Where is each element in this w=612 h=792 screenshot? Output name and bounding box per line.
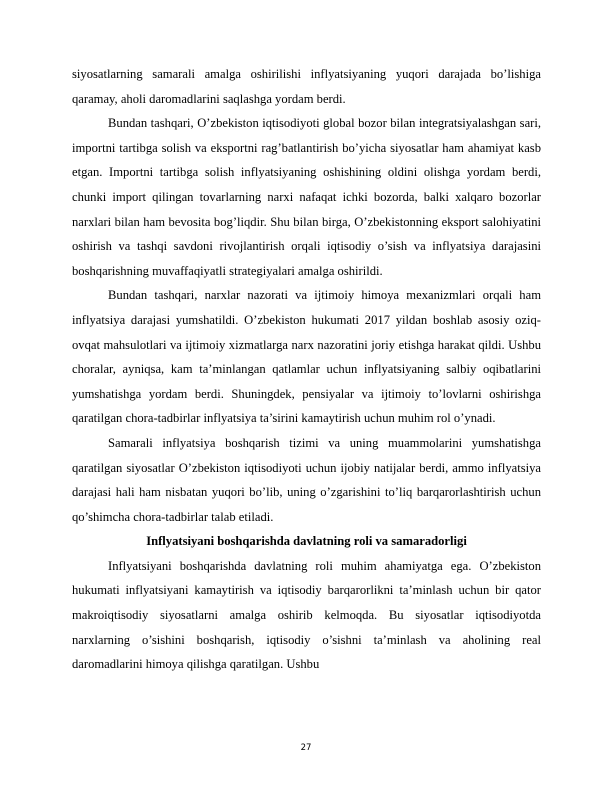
paragraph-5: Inflyatsiyani boshqarishda davlatning roli muhim ahamiyatga ega. O’zbekiston hukumati inflyatsiyani kamaytirish va iqtisodiy barqarorlikni ta’minlash uchun bir qator makroiqtisodiy siyosatlarni amalga oshirib kelmoqda. Bu siyosatlar iqtisodiyotda narxlarning o’sishini boshqarish, iqtisodiy o’sishni ta’minlash va aholining real daromadlarini himoya qilishga qaratilgan. Ushbu [72,558,541,672]
page-number: 27 [300,743,312,753]
paragraph-3: Bundan tashqari, narxlar nazorati va ijtimoiy himoya mexanizmlari orqali ham inflyatsiya darajasi yumshatildi. O’zbekiston hukumati 2017 yildan boshlab asosiy oziq-ovqat mahsulotlari va ijtimoiy xizmatlarga narx nazoratini joriy etishga harakat qildi. Ushbu choralar, ayniqsa, kam ta’minlangan qatlamlar uchun inflyatsiyaning salbiy oqibatlarini yumshatishga yordam berdi. Shuningdek, pensiyalar va ijtimoiy to’lovlarni oshirishga qaratilgan chora-tadbirlar inflyatsiya ta’sirini kamaytirish uchun muhim rol o’ynadi. [72,288,541,426]
paragraph-2: Bundan tashqari, O’zbekiston iqtisodiyoti global bozor bilan integratsiyalashgan sari, importni tartibga solish va eksportni rag’batlantirish bo’yicha siyosatlar ham ahamiyat kasb etgan. Importni tartibga solish inflyatsiyaning oshishining oldini olishga yordam berdi, chunki import qilingan tovarlarning narxi nafaqat ichki bozorda, balki xalqaro bozorlar narxlari bilan ham bevosita bog’liqdir. Shu bilan birga, O’zbekistonning eksport salohiyatini oshirish va tashqi savdoni rivojlantirish orqali iqtisodiy o’sish va inflyatsiya darajasini boshqarishning muvaffaqiyatli strategiyalari amalga oshirildi. [72,116,541,278]
paragraph-1: siyosatlarning samarali amalga oshirilishi inflyatsiyaning yuqori darajada bo’lishiga qaramay, aholi daromadlarini saqlashga yordam berdi. [72,67,541,106]
body-text [72,62,541,677]
paragraph-4: Samarali inflyatsiya boshqarish tizimi va uning muammolarini yumshatishga qaratilgan siyosatlar O’zbekiston iqtisodiyoti uchun ijobiy natijalar berdi, ammo inflyatsiya darajasi hali ham nisbatan yuqori bo’lib, uning o’zgarishini to’liq barqarorlashtirish uchun qo’shimcha chora-tadbirlar talab etiladi. [72,435,541,524]
section-heading: Inflyatsiyani boshqarishda davlatning roli va samaradorligi [146,534,467,549]
